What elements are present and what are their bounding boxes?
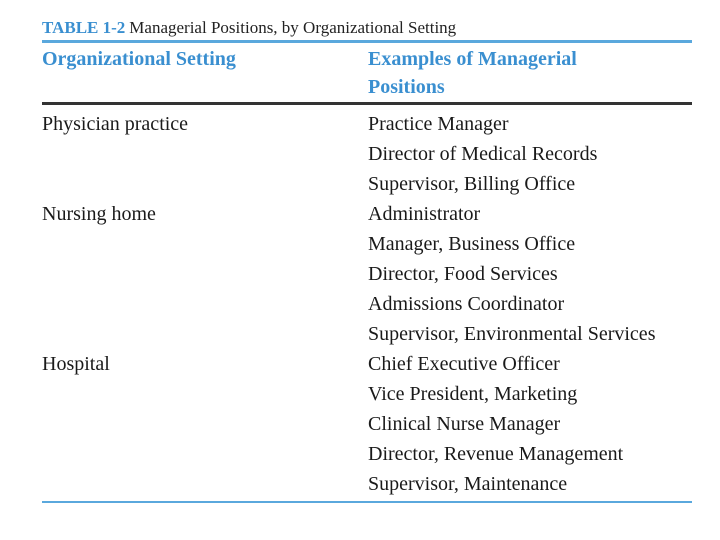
position-item: Supervisor, Environmental Services [368, 323, 656, 345]
table-row-physician-practice [42, 109, 692, 199]
position-item: Clinical Nurse Manager [368, 413, 561, 435]
header-managerial-positions [368, 45, 692, 101]
position-item: Supervisor, Maintenance [368, 473, 568, 495]
setting-cell: Physician practice [42, 113, 189, 135]
positions-cell [368, 199, 692, 349]
setting-cell: Nursing home [42, 203, 156, 225]
header-positions-line1: Examples of Managerial [368, 48, 577, 70]
position-item: Director of Medical Records [368, 143, 598, 165]
table-row-hospital [42, 349, 692, 499]
position-item: Administrator [368, 203, 481, 225]
table-row-nursing-home [42, 199, 692, 349]
positions-cell [368, 109, 692, 199]
table-body [42, 105, 692, 499]
position-item: Director, Food Services [368, 263, 558, 285]
header-organizational-setting: Organizational Setting [42, 48, 236, 70]
managerial-positions-table [42, 18, 692, 503]
positions-cell [368, 349, 692, 499]
position-item: Vice President, Marketing [368, 383, 578, 405]
table-label: TABLE 1-2 [42, 18, 126, 37]
table-title: Managerial Positions, by Organizational Setting [129, 18, 457, 37]
table-header [42, 43, 692, 101]
position-item: Supervisor, Billing Office [368, 173, 576, 195]
position-item: Director, Revenue Management [368, 443, 624, 465]
position-item: Admissions Coordinator [368, 293, 565, 315]
position-item: Manager, Business Office [368, 233, 576, 255]
table-caption [42, 18, 692, 40]
setting-cell: Hospital [42, 353, 110, 375]
position-item: Chief Executive Officer [368, 353, 560, 375]
bottom-rule [42, 501, 692, 503]
header-positions-line2: Positions [368, 76, 445, 98]
position-item: Practice Manager [368, 113, 509, 135]
